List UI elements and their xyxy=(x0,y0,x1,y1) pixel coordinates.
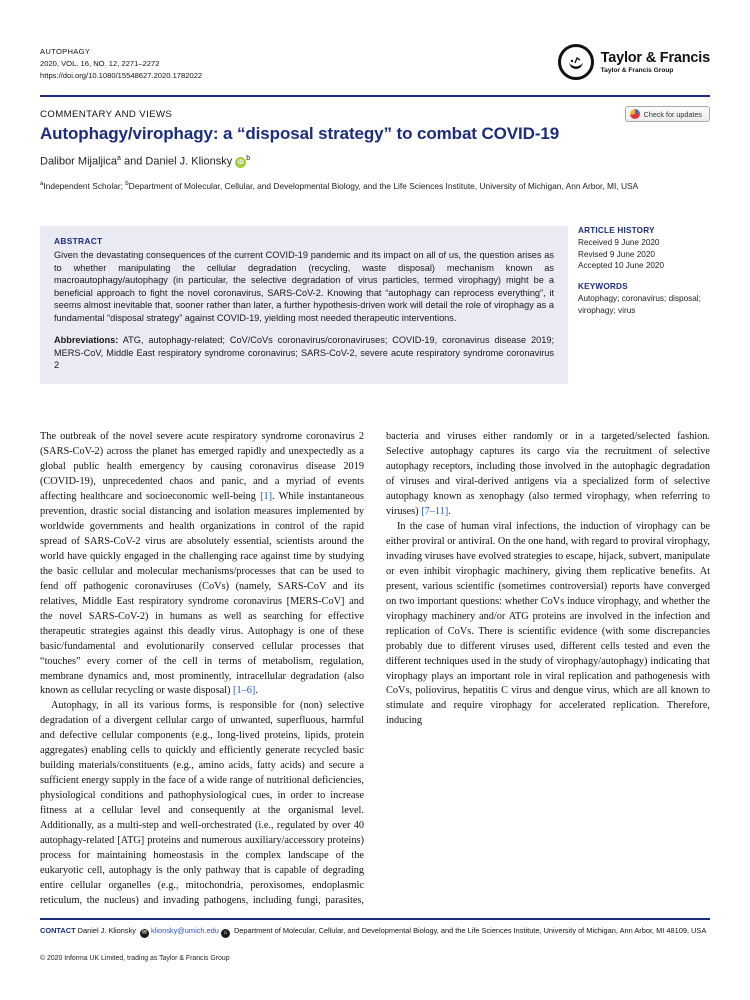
publisher-wordmark xyxy=(601,50,710,74)
orcid-icon[interactable]: iD xyxy=(235,157,246,168)
journal-meta xyxy=(40,46,202,81)
keywords-list: Autophagy; coronavirus; disposal; virophagy; virus xyxy=(578,293,701,315)
article-history-heading: ARTICLE HISTORY xyxy=(578,226,655,235)
affiliation-a-mark: a xyxy=(40,181,44,188)
contact-label: CONTACT xyxy=(40,926,76,935)
check-for-updates-button[interactable] xyxy=(625,106,710,122)
affiliations xyxy=(40,180,710,193)
body-paragraph-3: In the case of human viral infections, the induction of virophagy can be either proviral or antiviral. On the one hand, with regard to proviral virophagy, invading viruses have evolved strategies to escape, hijack, subvert, manipulate or even inhibit virophagic machinery, giving them replicative benefits. At present, various scientific (sometimes controversial) reports have converged on two important questions: whether CoVs induce virophagy, and whether the virophagy machinery and/or ATG proteins are involved in the infection and replication of CoVs. There is scientific evidence (with some discrepancies probably due to different viruses used, different cells tested and even the different techniques used in the study of virophagy/autophagy) indicating that virophagy plays an important role in viral replication and pathogenesis with CoVs, poliovirus, hepatitis C virus and dengue virus, which are all known to stimulate and require virophagy for accelerated replication. Therefore, inducing xyxy=(386,520,710,727)
revised-date: Revised 9 June 2020 xyxy=(578,249,655,259)
abstract-heading: ABSTRACT xyxy=(54,236,103,246)
abstract-panel xyxy=(40,226,568,384)
author-1-affiliation-mark: a xyxy=(117,155,121,162)
citation-link[interactable]: [1–6] xyxy=(233,685,256,697)
received-date: Received 9 June 2020 xyxy=(578,238,660,247)
contact-address: Department of Molecular, Cellular, and Developmental Biology, and the Life Sciences Institute, University of Michigan, Ann Arbor, MI 48109, USA xyxy=(231,926,707,935)
body-paragraph-1: The outbreak of the novel severe acute respiratory syndrome coronavirus 2 (SARS-CoV-2) across the planet has emerged rapidly and unexpectedly as a global public health emergency by causing coronavirus disease 2019 (COVID-19), unprecedented chaos and panic, and a myriad of events affecting healthcare and socioeconomic well-being [1]. While instantaneous prevention, drastic social distancing and isolation measures implemented by worldwide governments and health organizations in control of the rapid spread of SARS-CoV-2 virus are absolutely essential, scientists around the world have quickly engaged in the challenging race against time by studying the basic cellular and molecular mechanisms/processes that can be used to fend off pathogenic coronaviruses (CoVs) (namely, SARS-CoV and its relatives, Middle East respiratory syndrome coronavirus [MERS-CoV] and the novel SARS-CoV-2) in humans as well as searching for effective therapeutic strategies against this deadly virus. Autophagy is one of these basic/fundamental and evolutionarily conserved cellular processes that “touches” every corner of the cell in terms of metabolism, regulation, membrane dynamics and, most prominently, intracellular degradation (also known as cellular recycling or waste disposal) [1–6]. xyxy=(40,431,364,697)
page-title: Autophagy/virophagy: a “disposal strategy” to combat COVID-19 xyxy=(40,124,560,143)
affiliation-b: Department of Molecular, Cellular, and Developmental Biology, and the Life Sciences Institute, University of Michigan, Ann Arbor, MI, USA xyxy=(128,181,639,191)
author-2-affiliation-mark: b xyxy=(246,155,251,162)
citation-link[interactable]: [7–11] xyxy=(421,505,449,517)
check-for-updates-label: Check for updates xyxy=(643,109,702,119)
abbreviations-label: Abbreviations: xyxy=(54,335,119,346)
citation-link[interactable]: [1] xyxy=(260,490,273,502)
article-info-sidebar xyxy=(568,226,710,384)
keywords-block xyxy=(578,282,710,316)
taylor-francis-logo-icon xyxy=(558,44,594,80)
affiliation-b-mark: b xyxy=(125,181,129,188)
abstract-text: Given the devastating consequences of the current COVID-19 pandemic and its impact on all of us, the question arises as to whether manipulating the cellular degradation (recycling, waste disposal) mechanism known as macroautophagy/autophagy (in particular, the selective degradation of virus particles, termed virophagy) might be a beneficial approach to fight the novel coronavirus, SARS-CoV-2. Knowing that “autophagy can reprocess everything”, it seems almost inevitable that, sooner rather than later, a further hypothesis-driven work will detail the role of virophagy as a fundamental “disposal strategy” against COVID-19, yielding most needed therapeutic interventions. xyxy=(54,250,554,323)
section-label: COMMENTARY AND VIEWS xyxy=(40,108,173,120)
copyright-line: © 2020 Informa UK Limited, trading as Taylor & Francis Group xyxy=(40,955,230,962)
accepted-date: Accepted 10 June 2020 xyxy=(578,261,665,271)
article-body xyxy=(40,430,710,914)
author-connector: and xyxy=(120,155,146,168)
affiliation-a: Independent Scholar; xyxy=(43,181,126,191)
body-paragraph-2: Autophagy, in all its various forms, is responsible for (non) selective degradation of a divergent cellular cargo of unwanted, superfluous, harmful and defective cellular components (e.g., long-lived proteins, lipids, protein aggregates) enabling cells to quickly and efficiently generate recycled basic building materials/constituents (e.g., amino acids, fatty acids) and secure a sufficient energy supply in the face of a wide range of nutritional deficiencies, physiological conditions and pathophysiological cues, in order to increase fitness at a cellular level and consequently at the organismal level. Additionally, as a multi-step and well-orchestrated (i.e., regulated by over 40 autophagy-related [ATG] proteins and numerous auxiliary/accessory proteins) process for maintaining homeostasis in the complex landscape of the eukaryotic cell, autophagy is the only pathway that is capable of degrading entire cellular organelles (e.g., mitochondria, peroxisomes, endoplasmic reticulum, the nucleus) and invading pathogens, including fungi, parasites, bacteria and viruses either randomly or in a targeted/selected fashion. Selective autophagy captures its cargo via the recruitment of selective autophagy receptors, including those involved in the autophagic degradation of viruses and viral-derived antigens via a specialized form of selective autophagy known as xenophagy (also termed virophagy, when referring to viruses) [7–11]. xyxy=(40,431,710,907)
publisher-logo xyxy=(558,44,710,80)
abbreviations-text: ATG, autophagy-related; CoV/CoVs coronavirus/coronaviruses; COVID-19, coronavirus disease 2019; MERS-CoV, Middle East respiratory syndrome coronavirus; SARS-CoV-2, severe acute respiratory syndrome coronavirus 2 xyxy=(54,335,554,371)
publisher-name: Taylor & Francis xyxy=(600,50,710,66)
address-icon: ⌂ xyxy=(221,929,230,938)
article-history xyxy=(578,226,710,272)
journal-name: AUTOPHAGY xyxy=(40,47,91,56)
contact-line xyxy=(40,925,710,938)
abbreviations xyxy=(54,334,554,372)
author-line xyxy=(40,155,250,168)
contact-name: Daniel J. Klionsky xyxy=(75,926,139,935)
keywords-heading: KEYWORDS xyxy=(578,281,628,291)
volume-issue-pages: 2020, VOL. 16, NO. 12, 2271–2272 xyxy=(40,58,160,68)
contact-email-link[interactable]: klionsky@umich.edu xyxy=(151,926,219,935)
author-2: Daniel J. Klionsky xyxy=(145,155,233,168)
header-divider xyxy=(40,95,710,97)
footer-divider xyxy=(40,918,710,920)
doi-link[interactable]: https://doi.org/10.1080/15548627.2020.1782022 xyxy=(40,70,203,80)
author-1: Dalibor Mijaljica xyxy=(40,155,118,168)
publisher-group: Taylor & Francis Group xyxy=(600,67,674,74)
crossmark-icon xyxy=(630,109,640,119)
email-icon: ✉ xyxy=(142,930,148,936)
